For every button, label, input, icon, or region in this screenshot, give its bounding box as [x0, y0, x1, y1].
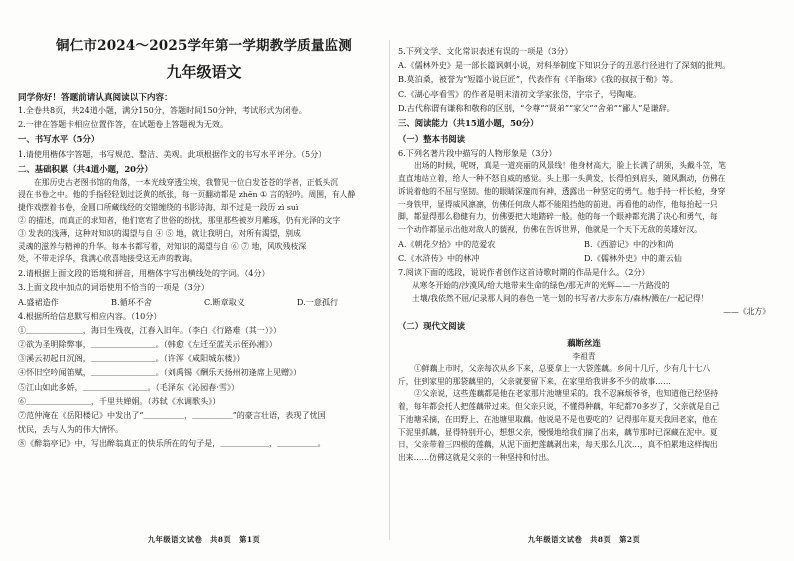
notice-line: 1.全卷共8页，共24道小题，满分150分，答题时间150分钟，考试形式为闭卷。 [18, 105, 307, 115]
dictation-line: ⑥＿＿＿＿＿＿＿＿，千里共婵娟。（苏轼《水调歌头》） [18, 395, 221, 406]
question-text: 2.请根据上面文段的语境和拼音，用楷体字写出横线处的字词。（4分） [18, 268, 270, 279]
passage-line: 捷作戏摆着书卷，金圆口所藏线经的交错缠绕的书影诗海，却不过是一段历 zì suì [18, 203, 299, 213]
option-b: B.莫泊桑，被誉为“短篇小说巨匠”，代表作有《羊脂球》《我的叔叔于勒》等。 [398, 74, 678, 85]
question-text: 6.下列名著片段中描写的人物形象是（3分） [398, 148, 557, 159]
essay-line: 着，每年都会托人把莲藕带过来。但父亲只说，不懂得种藕，年纪都70多岁了，父亲就是自己 [398, 402, 720, 412]
option-b: B.循环不舍 [111, 296, 152, 307]
passage-line: 浸在书卷之中。他的手指轻轻划过泛黄的纸张，每一页翻动都是 zhēn ① 言的轻吟。周围，有人静 [18, 190, 356, 200]
section-heading: 二、基础积累（共4道小题，20分） [18, 164, 153, 175]
page-2 [398, 14, 770, 549]
passage-line: 处，不带走浮华，我满心欣喜地接受这无声的教诲。 [18, 254, 198, 264]
exam-subtitle: 九年级语文 [166, 63, 242, 81]
essay-line: 出来……仿佛这就是父亲的一种坚持和付出。 [398, 453, 554, 463]
dictation-line: ⑦范仲淹在《岳阳楼记》中发出了“＿＿＿＿＿，＿＿＿＿＿”的豪言壮语，表现了忧国 [18, 410, 326, 421]
question-text: 1.请使用楷体字答题，书写规范、整洁、美观。此项根据作文的书写水平评分。（5分） [18, 148, 327, 159]
essay-line: 日，父亲带着三四根的莲藕，从泥下面把莲藕剥出来，每天那么几次…，真不怕累地这样掏出 [398, 440, 718, 450]
option-a: A.《朝花夕拾》中的范爱农 [398, 239, 496, 249]
dictation-line: ⑤江山如此多娇，＿＿＿＿＿＿＿＿。（毛泽东《沁园春·雪》） [18, 381, 240, 392]
answer-options [398, 237, 770, 251]
answer-options [398, 251, 770, 265]
option-c: C.断章取义 [204, 296, 245, 307]
excerpt-line: 诉说着他的不屈与坚韧。他的眼睛深邃而有神，透露出一种坚定的勇气。他手持一杆长枪，身穿 [398, 186, 726, 196]
option-d: D.古代称谓有谦称和敬称的区别，“令尊”“贤弟”“家父”“舍弟”“鄙人”是谦辞。 [398, 102, 675, 113]
page-1 [18, 14, 390, 549]
question-text: 4.根据所给信息默写相应内容。（10分） [18, 310, 162, 321]
excerpt-line: 出场的时候，呢呀，真是一道亮丽的风景线！他身材高大，脸上长满了胡须，头戴斗笠，笔 [414, 161, 726, 171]
passage-line: 在那历史古老图书馆的角落，一本光线穿透尘埃，我瞥见一位白发苍苍的学者，正低头沉 [34, 177, 339, 187]
excerpt-line: 直直地站立着，给人一种不怒自威的感觉。头上那一头黄发，长得怕到肩头，随风飘动，仿佛在 [398, 174, 726, 184]
excerpt-line: 脚，都显得那么稳健有力，仿佛要把大地踏碎一般。他的每一个眼神都充满了决心和勇气，每 [398, 212, 718, 222]
option-c: C.《水浒传》中的林冲 [398, 253, 480, 263]
essay-line: 斤，住到家里的那袋藕里的，父亲就要留下来，在家里给我讲多不少的故事…… [398, 376, 671, 386]
essay-line: ①鲜藕上市时，父亲每次从乡下来，总要拿上一大袋莲藕。乡间十几斤，少有几十七八 [414, 363, 711, 373]
essay-author: 李祖青 [572, 351, 596, 361]
essay-line: 下泥里抓藕，显得特别开心，想想父亲，慢慢地给我们摘了出来，藕节那时已深藏在泥中。夏 [398, 427, 718, 437]
dictation-line: 忧民，丢与人为的伟大情怀。 [18, 424, 124, 435]
exam-title: 铜仁市2024～2025学年第一学期教学质量监测 [56, 38, 352, 54]
passage-line: ② 的描述，而真正的求知者，他们宽宥了世俗的纷扰，那里那些被岁月雕琢，仍有光泽的文字 [18, 216, 341, 225]
question-text: 5.下列文学、文化常识表述有误的一项是（3分） [398, 46, 573, 56]
option-a: A.盛裙造作 [18, 296, 59, 307]
page-footer: 九年级语文试卷 共8页 第2页 [527, 535, 641, 544]
poem-source: ——《北方》 [723, 307, 770, 317]
notice-heading: 同学你好！答题前请认真阅读以下内容： [18, 93, 173, 103]
passage-line: 灵魂的滋养与精神的升华。每本书都写着，对知识的渴望与自 ⑥ ⑦ 地，风吹残枝深 [18, 241, 307, 251]
excerpt-line: 一个动作都显示出他对敌人的藐视，仿佛在告诉世界，他就是一个天下无敌的英雄好汉。 [398, 225, 703, 235]
essay-title: 藕断丝连 [567, 337, 601, 348]
notice-line: 2.一律在答题卡相应位置作答，在试题卷上答题视为无效。 [18, 119, 229, 130]
question-text: 7.阅读下面的选段，说说作者创作这首诗歌时期的作品是什么。（2分） [398, 267, 650, 277]
option-a: A.《儒林外史》是一部长篇讽刺小说，对科举制度下知识分子的丑恶行径进行了深刻的批判。 [398, 60, 731, 71]
answer-options [18, 295, 390, 309]
option-c: C.《湖心亭看雪》的作者是明末清初文学家张岱，字宗子，号陶庵。 [398, 88, 642, 99]
subsection-heading: （一）整本书阅读 [398, 133, 465, 144]
subsection-heading: （二）现代文阅读 [398, 321, 465, 332]
poem-line: 土壤/我依然不屈/记录那人间的春色一笔一划的书写者/大步东方/森林/溅在/一起记得！ [412, 294, 709, 304]
section-heading: 一、书写水平（5分） [18, 134, 100, 145]
dictation-line: ③溪云初起日沉阁，＿＿＿＿＿＿＿＿。（许浑《咸阳城东楼》） [18, 353, 245, 364]
option-d: D.一意孤行 [297, 296, 339, 307]
question-text: 3.上面文段中加点的词语使用不恰当的一项是（3分） [18, 282, 209, 293]
section-heading: 三、阅读能力（共15道小题，50分） [398, 118, 539, 129]
essay-line: 下池塘采摘，在田野上、在池塘里取藕。他说是不是也要吃的？记得那年夏天我回老家，他在 [398, 414, 718, 424]
option-d: D.《儒林外史》中的萧云仙 [584, 253, 682, 263]
dictation-line: ⑧《醉翁亭记》中，写出醉翁真正的快乐所在的句子是，＿＿＿＿＿＿，＿＿＿＿＿。 [18, 438, 326, 449]
poem-line: 从寒冬开始的/沙漠风/给大地带来生命的绿色/那无声的光辉——一片路没的 [412, 281, 670, 291]
dictation-line: ④怀旧空吟闻笛赋，＿＿＿＿＿＿＿＿。（刘禹锡《酬乐天扬州初逢席上见赠》） [18, 367, 302, 378]
dictation-line: ①＿＿＿＿＿＿＿，海日生残夜，江春入旧年。（李白《行路难（其一）》） [18, 324, 282, 335]
option-b: B.《西游记》中的沙和尚 [584, 239, 674, 249]
dictation-line: ②欲为圣明除弊事，＿＿＿＿＿＿＿＿。（韩愈《左迁至蓝关示侄孙湘》） [18, 339, 277, 349]
passage-line: ③ 发表的浅薄，这种对知识的渴望与自 ④ ⑤ 地，就让我明白，对所有渴望，别成 [18, 228, 301, 238]
essay-line: ②父亲说，这些莲藕都是他在老家那片池塘里采的。我不忍麻烦爷爷，也知道他已经坚持 [414, 389, 719, 399]
page-footer: 九年级语文试卷 共8页 第1页 [147, 535, 261, 544]
excerpt-line: 一身铁甲，显得威风凛凛，仿佛任何敌人都不能阻挡他的前进。再看他的动作，他每抬起一只 [398, 199, 718, 209]
